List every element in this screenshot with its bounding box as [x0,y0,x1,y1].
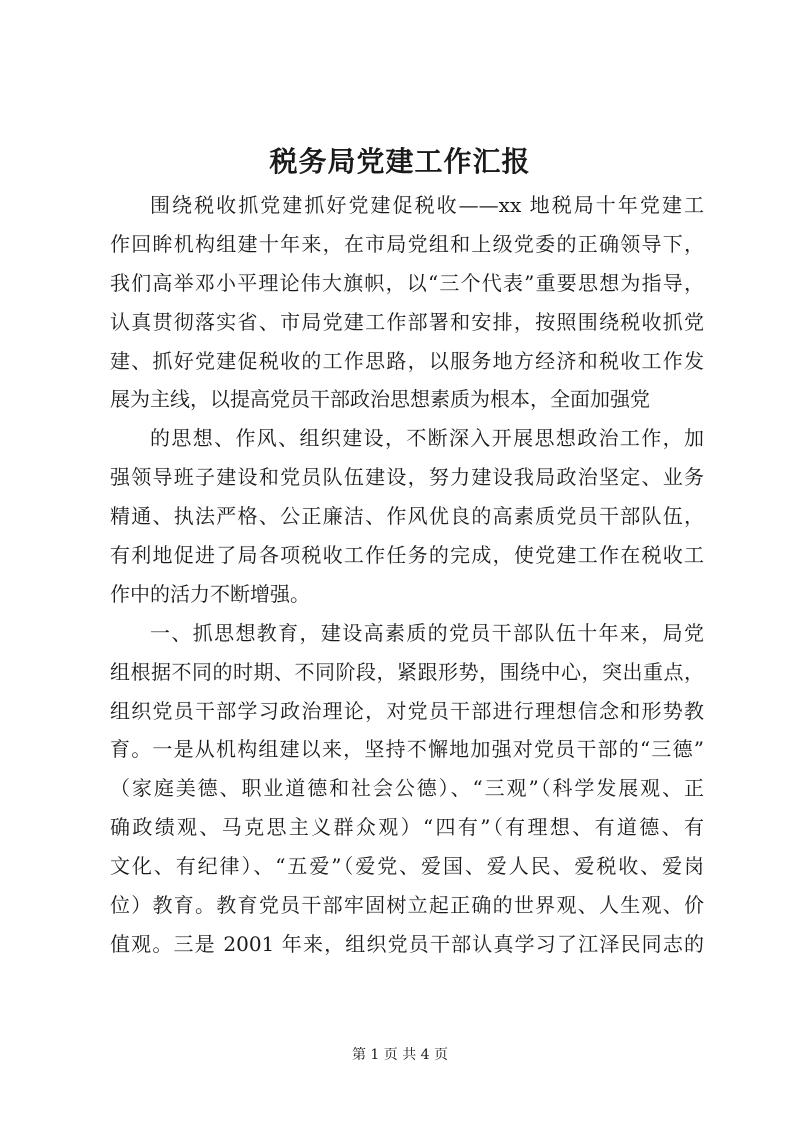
text-line: 建、抓好党建促税收的工作思路，以服务地方经济和税收工作发 [110,348,704,373]
text-line: 值观。三是 2001 年来，组织党员干部认真学习了江泽民同志的 [110,931,704,956]
text-line: 位）教育。教育党员干部牢固树立起正确的世界观、人生观、价 [110,893,704,918]
text-line: 的思想、作风、组织建设，不断深入开展思想政治工作，加 [150,426,704,451]
text-line: 一、抓思想教育，建设高素质的党员干部队伍十年来，局党 [150,620,704,645]
text-line: 强领导班子建设和党员队伍建设，努力建设我局政治坚定、业务 [110,465,704,490]
text-line: 精通、执法严格、公正廉洁、作风优良的高素质党员干部队伍， [110,504,704,529]
text-line: 围绕税收抓党建抓好党建促税收——xx 地税局十年党建工 [150,193,704,217]
text-line: 作中的活力不断增强。 [110,581,310,606]
text-line: 文化、有纪律）、“五爱”（爱党、爱国、爱人民、爱税收、爱岗 [110,854,704,879]
text-line: （家庭美德、职业道德和社会公德）、“三观”（科学发展观、正 [110,776,704,801]
text-line: 展为主线，以提高党员干部政治思想素质为根本，全面加强党 [110,387,650,412]
text-line: 组根据不同的时期、不同阶段，紧跟形势，围绕中心，突出重点， [110,659,704,684]
text-line: 确政绩观、马克思主义群众观）“四有”（有理想、有道德、有 [110,815,704,840]
text-line: 育。一是从机构组建以来，坚持不懈地加强对党员干部的“三德” [110,737,704,762]
text-line: 作回眸机构组建十年来，在市局党组和上级党委的正确领导下， [110,231,704,256]
document-title: 税务局党建工作汇报 [269,145,531,178]
text-line: 我们高举邓小平理论伟大旗帜，以“三个代表”重要思想为指导， [110,270,704,295]
text-line: 组织党员干部学习政治理论，对党员干部进行理想信念和形势教 [110,698,704,723]
text-line: 认真贯彻落实省、市局党建工作部署和安排，按照围绕税收抓党 [110,309,704,334]
document-body [110,186,704,964]
page-number-footer: 第 1 页 共 4 页 [351,1047,449,1063]
text-line: 有利地促进了局各项税收工作任务的完成，使党建工作在税收工 [110,543,704,568]
